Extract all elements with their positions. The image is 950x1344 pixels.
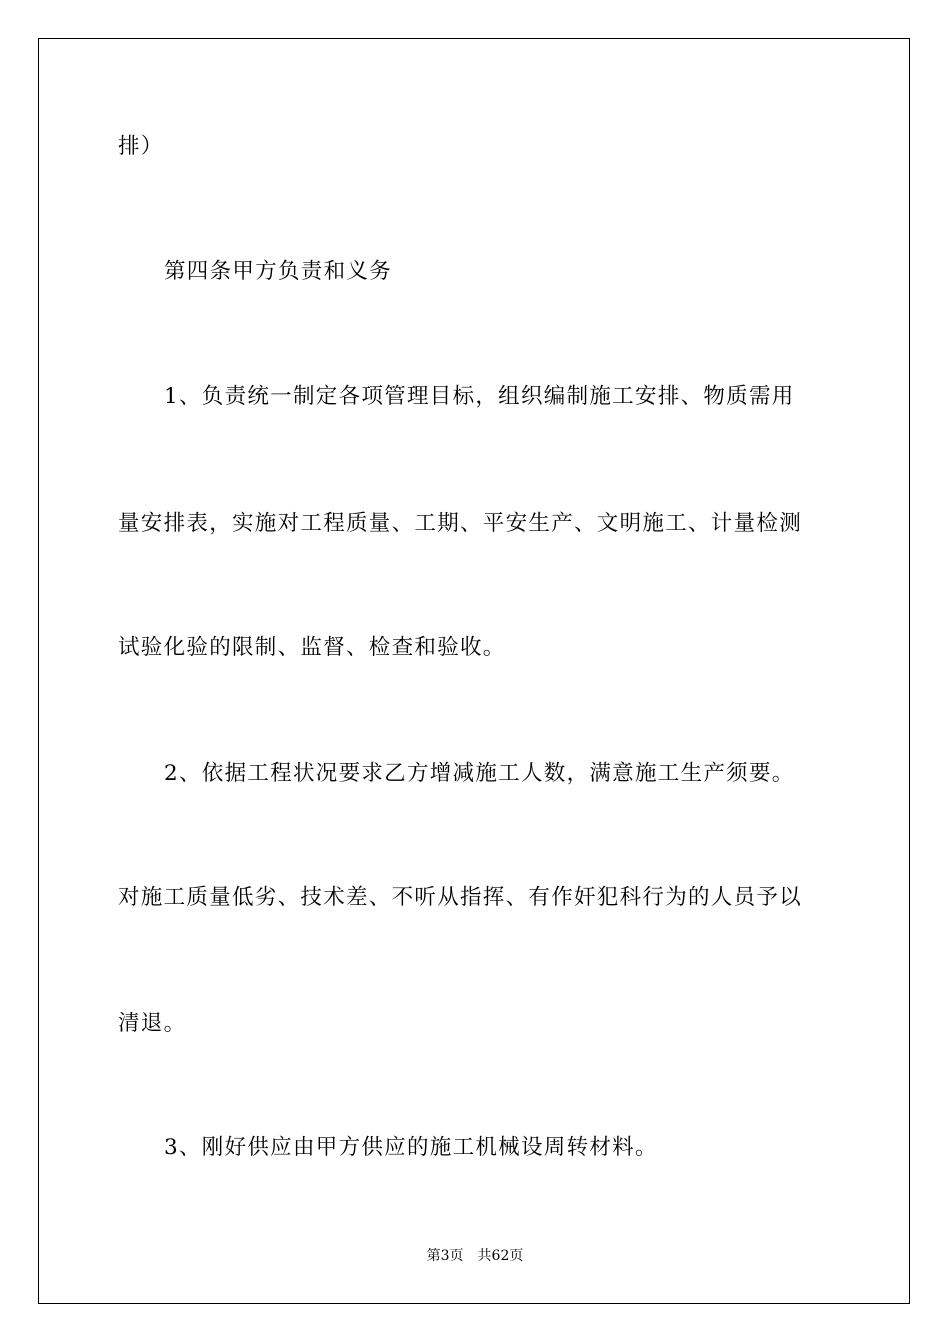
text-line-3: 1、负责统一制定各项管理目标，组织编制施工安排、物质需用: [164, 384, 795, 409]
text-line-7: 对施工质量低劣、技术差、不听从指挥、有作奸犯科行为的人员予以: [118, 885, 803, 910]
text-line-8: 清退。: [118, 1011, 187, 1036]
text-line-6: 2、依据工程状况要求乙方增减施工人数，满意施工生产须要。: [164, 761, 795, 786]
text-line-5: 试验化验的限制、监督、检查和验收。: [118, 635, 506, 660]
page-border: [38, 38, 910, 1304]
page-footer: [0, 1246, 950, 1266]
page-number: 第3页: [426, 1248, 464, 1264]
text-line-1: 排）: [118, 134, 164, 159]
page-total: 共62页: [477, 1248, 524, 1264]
section-heading: 第四条甲方负责和义务: [164, 259, 393, 284]
text-line-4: 量安排表，实施对工程质量、工期、平安生产、文明施工、计量检测: [118, 511, 803, 536]
text-line-9: 3、刚好供应由甲方供应的施工机械设周转材料。: [164, 1135, 658, 1160]
